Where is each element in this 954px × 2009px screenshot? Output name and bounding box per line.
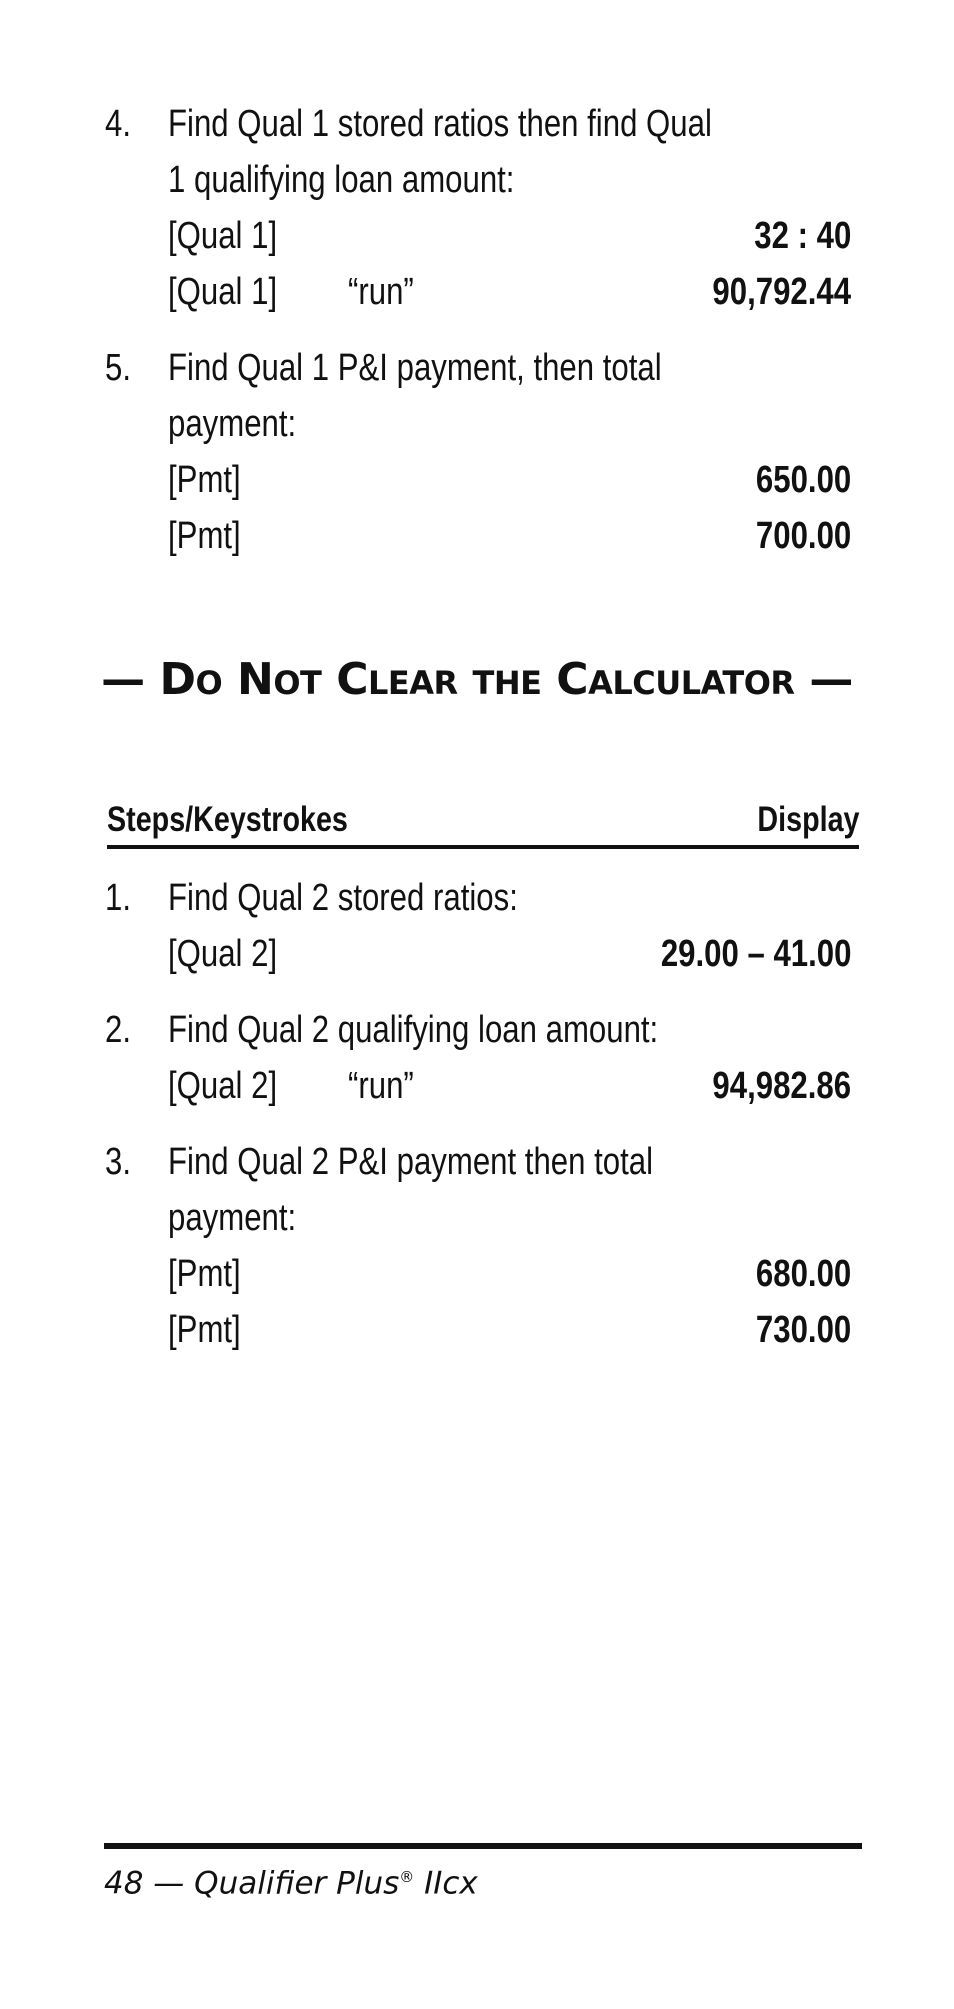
display-value: 90,792.44 bbox=[712, 271, 851, 313]
step-2 bbox=[105, 1002, 851, 1114]
step-instruction: Find Qual 2 qualifying loan amount: bbox=[168, 1009, 659, 1051]
step-instruction: payment: bbox=[168, 403, 297, 445]
footer-rule bbox=[104, 1843, 862, 1849]
product-model: IIcx bbox=[414, 1865, 478, 1902]
step-body bbox=[168, 1002, 851, 1114]
step-5 bbox=[105, 340, 851, 564]
display-value: 730.00 bbox=[755, 1309, 851, 1351]
keystroke: [Pmt] bbox=[168, 459, 241, 501]
page-number: 48 bbox=[104, 1865, 144, 1902]
registered-mark: ® bbox=[399, 1868, 415, 1886]
do-not-clear-banner: — DO NOT CLEAR THE CALCULATOR — bbox=[101, 654, 853, 705]
step-instruction: Find Qual 1 P&I payment, then total bbox=[168, 347, 662, 389]
keystroke-row bbox=[168, 452, 851, 508]
display-value: 650.00 bbox=[755, 459, 851, 501]
keystroke-row bbox=[168, 264, 851, 320]
display-value: 94,982.86 bbox=[712, 1065, 851, 1107]
keystroke-row bbox=[168, 508, 851, 564]
step-number: 2. bbox=[105, 1009, 131, 1051]
step-instruction: Find Qual 1 stored ratios then find Qual bbox=[168, 103, 712, 145]
page-footer: 48 — Qualifier Plus® IIcx bbox=[104, 1865, 478, 1902]
step-4 bbox=[105, 96, 851, 320]
keystroke: [Pmt] bbox=[168, 1309, 241, 1351]
display-value: 680.00 bbox=[755, 1253, 851, 1295]
keystroke: [Qual 1] bbox=[168, 215, 278, 257]
step-number: 3. bbox=[105, 1141, 131, 1183]
step-1 bbox=[105, 870, 851, 982]
keystroke-note: “run” bbox=[348, 271, 414, 313]
step-body bbox=[168, 870, 851, 982]
keystroke-row bbox=[168, 1302, 851, 1358]
step-instruction: 1 qualifying loan amount: bbox=[168, 159, 515, 201]
header-steps: Steps/Keystrokes bbox=[107, 800, 348, 839]
keystroke: [Qual 2] bbox=[168, 933, 278, 975]
display-value: 700.00 bbox=[755, 515, 851, 557]
step-3 bbox=[105, 1134, 851, 1358]
keystroke: [Pmt] bbox=[168, 515, 241, 557]
display-value: 29.00 – 41.00 bbox=[660, 933, 851, 975]
step-body bbox=[168, 96, 851, 320]
table-header bbox=[107, 795, 859, 849]
step-body bbox=[168, 1134, 851, 1358]
step-number: 1. bbox=[105, 877, 131, 919]
keystroke: [Qual 2] bbox=[168, 1065, 278, 1107]
header-display: Display bbox=[756, 800, 859, 839]
keystroke-row bbox=[168, 208, 851, 264]
step-number: 5. bbox=[105, 347, 131, 389]
keystroke-row bbox=[168, 926, 851, 982]
step-number: 4. bbox=[105, 103, 131, 145]
keystroke: [Pmt] bbox=[168, 1253, 241, 1295]
keystroke-row bbox=[168, 1246, 851, 1302]
display-value: 32 : 40 bbox=[753, 215, 851, 257]
product-name: Qualifier Plus bbox=[194, 1865, 400, 1902]
keystroke-row bbox=[168, 1058, 851, 1114]
step-instruction: payment: bbox=[168, 1197, 297, 1239]
keystroke-note: “run” bbox=[348, 1065, 414, 1107]
step-instruction: Find Qual 2 stored ratios: bbox=[168, 877, 518, 919]
step-body bbox=[168, 340, 851, 564]
keystroke: [Qual 1] bbox=[168, 271, 278, 313]
step-instruction: Find Qual 2 P&I payment then total bbox=[168, 1141, 653, 1183]
